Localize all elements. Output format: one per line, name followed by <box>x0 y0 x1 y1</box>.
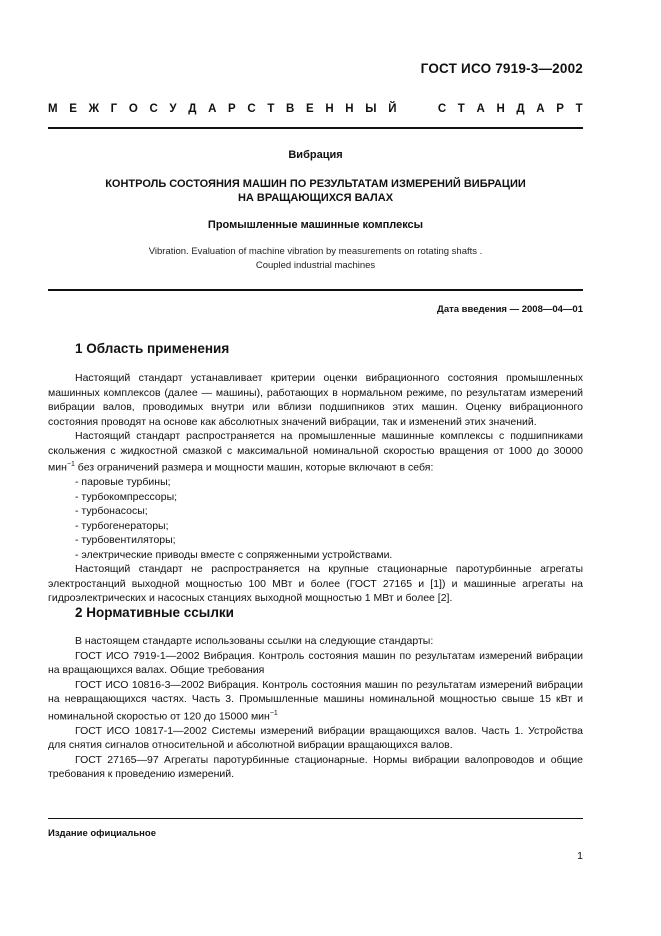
title-part: Промышленные машинные комплексы <box>207 219 424 231</box>
banner-letter: В <box>286 103 295 115</box>
banner-letter: С <box>149 103 158 115</box>
section2-reference-gost-iso-7919-1: ГОСТ ИСО 7919-1—2002 Вибрация. Контроль состояния машин по результатам измерений вибрации на вращающихся валах. Общие требования <box>48 649 583 676</box>
banner-letter <box>423 103 426 115</box>
title-main-line2: НА ВРАЩАЮЩИХСЯ ВАЛАХ <box>237 192 394 204</box>
banner-letter: О <box>128 103 138 115</box>
standard-number: ГОСТ ИСО 7919-3—2002 <box>420 61 583 76</box>
section1-paragraph2-superscript: −1 <box>66 461 75 468</box>
banner-letter: Н <box>496 103 505 115</box>
banner-letter: У <box>169 103 177 115</box>
banner-letter <box>408 103 411 115</box>
page-number: 1 <box>577 850 583 862</box>
banner-letter: Т <box>267 103 275 115</box>
section1-paragraph1: Настоящий стандарт устанавливает критерии оценки вибрационного состояния промышленных машинных комплексов (далее — машины), работающих в нормальном режиме, по результатам измерений вибрации валов, проводимых внутри или вблизи подшипников этих машин. Оценку вибрационного состояния проводят на основе как абсолютных значений вибрации, так и изменений этих значений. <box>48 372 583 428</box>
banner-letter: А <box>208 103 217 115</box>
section2-reference-10816-superscript: −1 <box>269 709 278 717</box>
section1-body <box>48 371 583 606</box>
section2-reference-gost-iso-10816-3 <box>48 678 583 724</box>
edition-label: Издание официальное <box>48 828 156 839</box>
banner-letter: Н <box>325 103 334 115</box>
list-item: - турбовентиляторы; <box>75 534 176 546</box>
section2-reference-gost-27165: ГОСТ 27165—97 Агрегаты паротурбинные стационарные. Нормы вибрации валопроводов и общие требования к проведению измерений. <box>48 753 583 780</box>
banner-letter: С <box>437 103 447 115</box>
middle-rule <box>48 289 583 291</box>
banner-letter: Н <box>345 103 354 115</box>
banner-letter: А <box>476 103 485 115</box>
list-item: - турбокомпрессоры; <box>75 490 178 503</box>
title-main <box>48 177 583 205</box>
banner-letter: Ж <box>88 103 99 115</box>
section1-paragraph2-text-a: Настоящий стандарт распространяется на промышленные машинные комплексы с подшипниками скольжения с жидкостной смазкой с максимальной номинальной скоростью вращения от 1000 до 30000 мин <box>48 430 583 474</box>
banner-letter: Т <box>457 103 465 115</box>
banner-letter: Й <box>388 103 397 115</box>
section2-reference-gost-iso-10817-1: ГОСТ ИСО 10817-1—2002 Системы измерений вибрации вращающихся валов. Часть 1. Устройства для снятия сигналов относительной и абсолютной вибрации вращающихся валов. <box>48 724 583 751</box>
top-rule <box>48 127 583 129</box>
list-item: - турбонасосы; <box>75 505 148 517</box>
banner-letter: Е <box>69 103 77 115</box>
banner-letter: Т <box>575 103 583 115</box>
banner-letter: М <box>48 103 58 115</box>
section1-paragraph2-text-b: без ограничений размера и мощности машин, которые включают в себя: <box>74 461 434 474</box>
banner-letter: С <box>247 103 256 115</box>
list-item: - электрические приводы вместе с сопряженными устройствами. <box>75 548 393 561</box>
banner-letter: Д <box>188 103 197 115</box>
section1-heading: 1 Область применения <box>75 341 230 356</box>
section1-paragraph3: Настоящий стандарт не распространяется на крупные стационарные паротурбинные агрегаты электростанций выходной мощностью 100 МВт и более (ГОСТ 27165 и [1]) и машинные агрегаты на гидроэлектрических и насосных станциях выходной мощностью 1 МВт и более [2]. <box>48 563 583 604</box>
section2-body <box>48 634 583 782</box>
section2-heading: 2 Нормативные ссылки <box>75 605 234 620</box>
interstate-standard-banner <box>48 103 583 115</box>
list-item: - паровые турбины; <box>75 476 171 488</box>
banner-letter: Д <box>516 103 525 115</box>
section2-reference-10816-text: ГОСТ ИСО 10816-3—2002 Вибрация. Контроль состояния машин по результатам измерений вибрации на невращающихся частях. Часть 3. Промышленные машины номинальной мощностью свыше 15 кВт и номинальной скоростью от 120 до 15000 мин <box>48 678 583 722</box>
banner-letter: Г <box>110 103 118 115</box>
section1-paragraph2 <box>48 429 583 475</box>
banner-letter: Р <box>556 103 564 115</box>
list-item: - турбогенераторы; <box>75 519 169 532</box>
title-topic: Вибрация <box>288 149 343 161</box>
footer-rule <box>48 818 583 819</box>
title-english-line2: Coupled industrial machines <box>255 260 376 271</box>
title-english <box>48 245 583 273</box>
banner-letter: Р <box>228 103 236 115</box>
introduction-date: Дата введения — 2008—04—01 <box>437 304 583 315</box>
banner-letter: Ы <box>365 103 377 115</box>
title-english-line1: Vibration. Evaluation of machine vibration by measurements on rotating shafts . <box>148 246 483 257</box>
title-main-line1: КОНТРОЛЬ СОСТОЯНИЯ МАШИН ПО РЕЗУЛЬТАТАМ ИЗМЕРЕНИЙ ВИБРАЦИИ <box>105 178 526 190</box>
banner-letter: А <box>536 103 545 115</box>
section2-paragraph1: В настоящем стандарте использованы ссылки на следующие стандарты: <box>75 635 434 647</box>
banner-letter: Е <box>306 103 314 115</box>
